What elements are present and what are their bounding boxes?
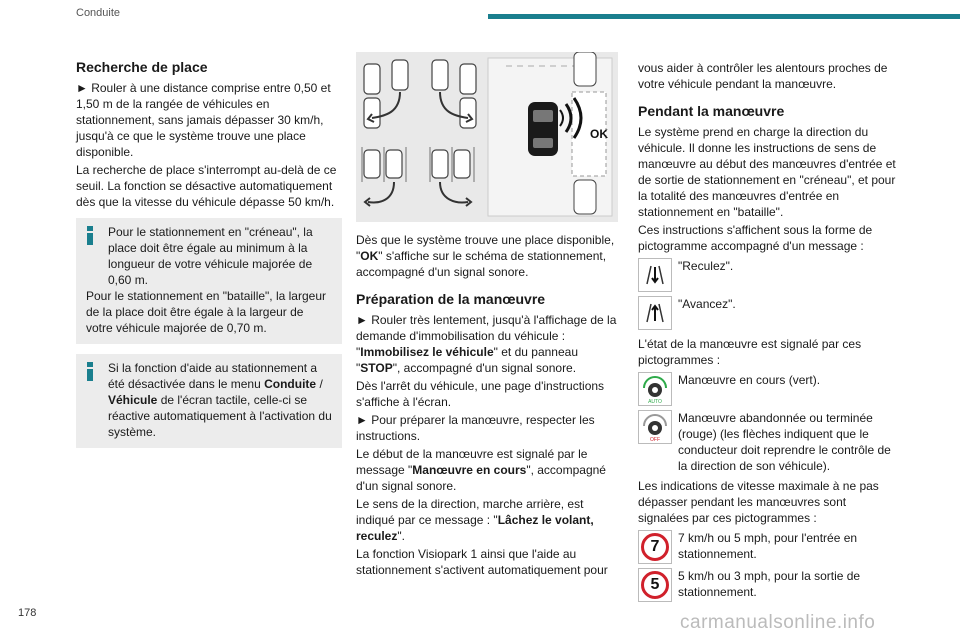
diagram-bay-left [362, 147, 406, 206]
paragraph: Dès l'arrêt du véhicule, une page d'instructions s'affiche à l'écran. [356, 379, 605, 409]
paragraph: Dès que le système trouve une place disponible, "OK" s'affiche sur le schéma de stationnement, accompagné d'un signal sonore. [356, 233, 615, 279]
speed-value: 7 [641, 533, 669, 561]
column-3 [638, 60, 896, 606]
watermark: carmanualsonline.info [680, 612, 876, 633]
picto-label: Manœuvre en cours (vert). [678, 373, 821, 387]
paragraph: ► Rouler à une distance comprise entre 0,50 et 1,50 m de la rangée de véhicules en stationnement, sans jamais dépasser 30 km/h, jusqu'à ce que le système trouve une place disponible. [76, 81, 331, 159]
info-icon [86, 362, 94, 382]
paragraph: L'état de la manœuvre est signalé par ces pictogrammes : [638, 337, 862, 367]
header-section-title: Conduite [76, 7, 121, 19]
picto-label: Manœuvre abandonnée ou terminée (rouge) (les flèches indiquent que le conducteur doit reprendre le contrôle de la direction de son véhicule). [678, 411, 891, 473]
paragraph: Le début de la manœuvre est signalé par le message "Manœuvre en cours", accompagné d'un signal sonore. [356, 447, 606, 493]
parked-car-bottom [574, 180, 596, 214]
paragraph: Les indications de vitesse maximale à ne pas dépasser pendant les manœuvres sont signalées par ces pictogrammes : [638, 479, 879, 525]
paragraph: La fonction Visiopark 1 ainsi que l'aide au stationnement s'activent automatiquement pour [356, 547, 608, 577]
paragraph: ► Rouler très lentement, jusqu'à l'affichage de la demande d'immobilisation du véhicule : "Immobilisez le véhicule" et du panneau "STOP", accompagné d'un signal sonore. [356, 313, 617, 375]
svg-text:AUTO: AUTO [648, 399, 662, 404]
note-text: Pour le stationnement en "bataille", la largeur de la place doit être égale à la largeur de votre véhicule majorée de 0,70 m. [86, 289, 326, 335]
diagram-parallel-right [432, 60, 476, 128]
column-1 [76, 58, 342, 458]
page-number: 178 [18, 607, 37, 619]
picto-row-red [638, 410, 896, 474]
svg-text:OFF: OFF [650, 437, 660, 442]
parked-car-top [574, 52, 596, 86]
note-text: Pour le stationnement en "créneau", la place doit être égale au minimum à la longueur de votre véhicule majorée de 0,60 m. [108, 225, 313, 287]
picto-label: 7 km/h ou 5 mph, pour l'entrée en stationnement. [678, 531, 858, 561]
info-note [76, 218, 342, 344]
heading-pendant-la-manoeuvre: Pendant la manœuvre [638, 103, 785, 119]
heading-recherche-de-place: Recherche de place [76, 59, 208, 75]
picto-row-avancez [638, 296, 896, 330]
column-2 [356, 52, 618, 580]
parking-diagram-figure [356, 52, 618, 222]
heading-preparation: Préparation de la manœuvre [356, 291, 546, 307]
diagram-parallel-left [364, 60, 408, 128]
diagram-bay-right [430, 147, 474, 206]
paragraph: ► Pour préparer la manœuvre, respecter les instructions. [356, 413, 595, 443]
reverse-arrows-icon [638, 258, 672, 292]
info-icon [86, 226, 94, 246]
paragraph: Le système prend en charge la direction du véhicule. Il donne les instructions de sens de manœuvre au début des manœuvres d'entrée et de sortie de stationnement en "créneau", et pour la totalité des manœuvres d'entrée en stationnement en "bataille". [638, 125, 896, 219]
speed-value: 5 [641, 571, 669, 599]
note-text: Si la fonction d'aide au stationnement a été désactivée dans le menu Conduite / Véhicule de l'écran tactile, celle-ci se réactive automatiquement à l'activation du système. [108, 361, 332, 439]
picto-label: 5 km/h ou 3 mph, pour la sortie de stationnement. [678, 569, 861, 599]
paragraph: Le sens de la direction, marche arrière, est indiqué par ce message : "Lâchez le volant, reculez". [356, 497, 594, 543]
speed-limit-icon [638, 568, 672, 602]
forward-arrows-icon [638, 296, 672, 330]
header-accent-bar [488, 14, 960, 19]
parking-diagram [356, 52, 618, 222]
picto-row-speed-5 [638, 568, 896, 602]
paragraph: vous aider à contrôler les alentours proches de votre véhicule pendant la manœuvre. [638, 61, 888, 91]
picto-row-green [638, 372, 896, 406]
info-note [76, 354, 342, 448]
picto-row-reculez [638, 258, 896, 292]
speed-limit-icon [638, 530, 672, 564]
picto-label: "Avancez". [678, 297, 736, 311]
paragraph: Ces instructions s'affichent sous la forme de pictogramme accompagné d'un message : [638, 223, 873, 253]
paragraph: La recherche de place s'interrompt au-delà de ce seuil. La fonction se désactive automatiquement dès que la vitesse du véhicule dépasse 50 km/h. [76, 163, 337, 209]
steering-off-icon [638, 410, 672, 444]
picto-row-speed-7 [638, 530, 896, 564]
ok-label: OK [590, 127, 608, 141]
steering-auto-icon [638, 372, 672, 406]
picto-label: "Reculez". [678, 259, 734, 273]
